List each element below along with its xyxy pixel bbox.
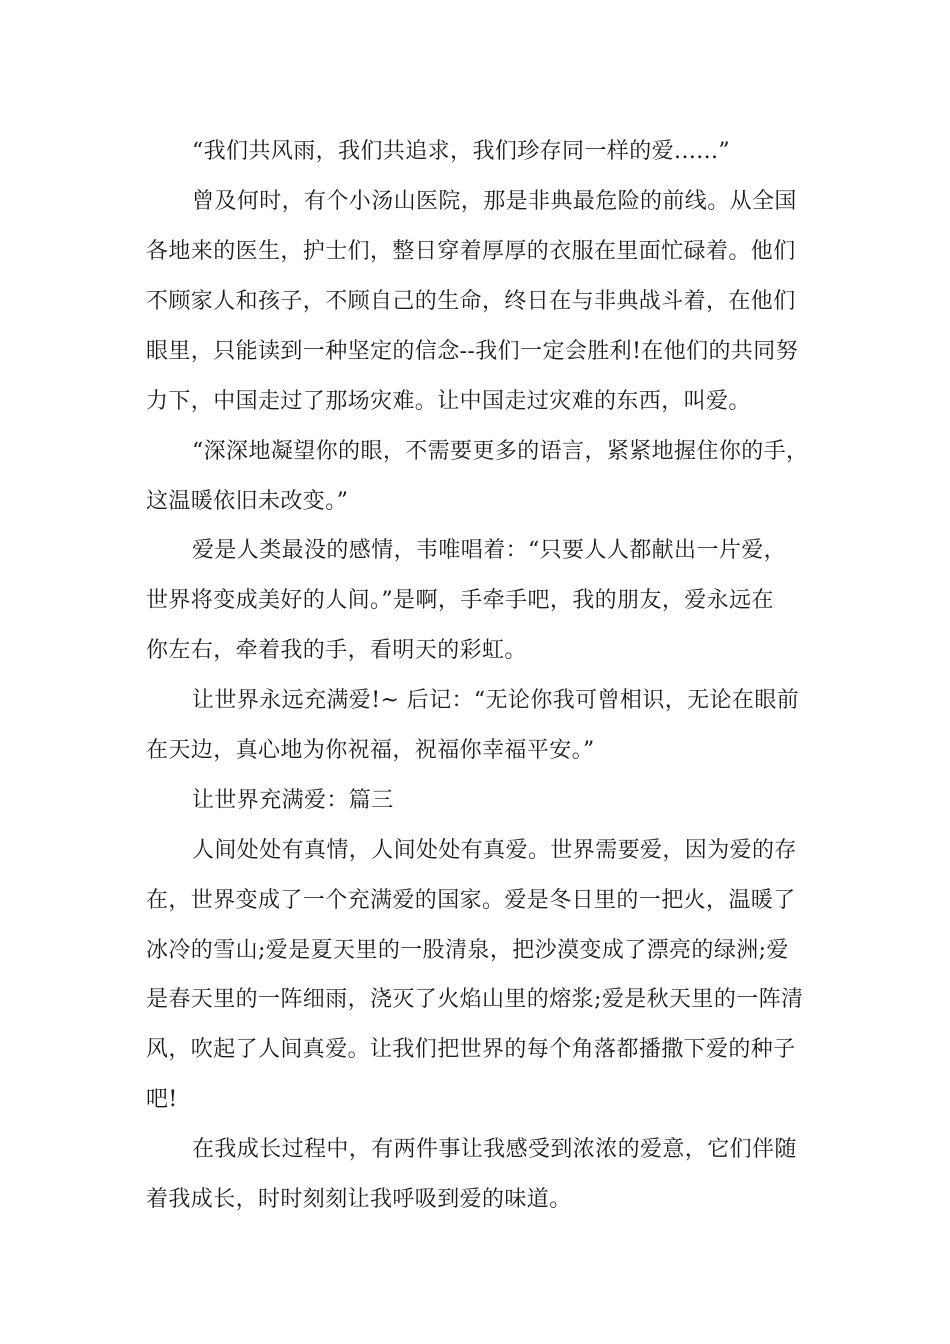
- text-line: 冰冷的雪山;爱是夏天里的一股清泉，把沙漠变成了漂亮的绿洲;爱: [146, 938, 789, 963]
- text-line: 人间处处有真情，人间处处有真爱。世界需要爱，因为爱的存: [192, 838, 797, 863]
- text-line: 着我成长，时时刻刻让我呼吸到爱的味道。: [146, 1187, 572, 1212]
- text-line: 不顾家人和孩子，不顾自己的生命，终日在与非典战斗着，在他们: [146, 289, 796, 314]
- text-line: 爱是人类最没的感情，韦唯唱着：“只要人人都献出一片爱，: [192, 538, 787, 563]
- text-line: 在我成长过程中，有两件事让我感受到浓浓的爱意，它们伴随: [192, 1137, 797, 1162]
- text-line: 吧!: [146, 1087, 178, 1112]
- text-line: 力下，中国走过了那场灾难。让中国走过灾难的东西，叫爱。: [146, 389, 751, 414]
- text-line: 世界将变成美好的人间。”是啊，手牵手吧，我的朋友，爱永远在: [146, 588, 774, 613]
- text-line: 在，世界变成了一个充满爱的国家。爱是冬日里的一把火，温暖了: [146, 888, 796, 913]
- text-line: “深深地凝望你的眼，不需要更多的语言，紧紧地握住你的手，: [192, 439, 809, 464]
- text-line: 这温暖依旧未改变。”: [146, 489, 349, 514]
- text-line: 眼里，只能读到一种坚定的信念--我们一定会胜利!在他们的共同努: [146, 339, 799, 364]
- text-line: 让世界永远充满爱!~ 后记：“无论你我可曾相识，无论在眼前: [192, 688, 800, 713]
- text-line: 各地来的医生，护士们，整日穿着厚厚的衣服在里面忙碌着。他们: [146, 239, 796, 264]
- text-line: “我们共风雨，我们共追求，我们珍存同一样的爱......”: [192, 139, 731, 164]
- text-line: 风，吹起了人间真爱。让我们把世界的每个角落都播撒下爱的种子: [146, 1037, 796, 1062]
- text-line: 在天边，真心地为你祝福，祝福你幸福平安。”: [146, 738, 595, 763]
- text-line: 是春天里的一阵细雨，浇灭了火焰山里的熔浆;爱是秋天里的一阵清: [146, 987, 804, 1012]
- section-heading: 让世界充满爱：篇三: [192, 788, 394, 813]
- text-line: 你左右，牵着我的手，看明天的彩虹。: [146, 638, 527, 663]
- text-line: 曾及何时，有个小汤山医院，那是非典最危险的前线。从全国: [192, 189, 797, 214]
